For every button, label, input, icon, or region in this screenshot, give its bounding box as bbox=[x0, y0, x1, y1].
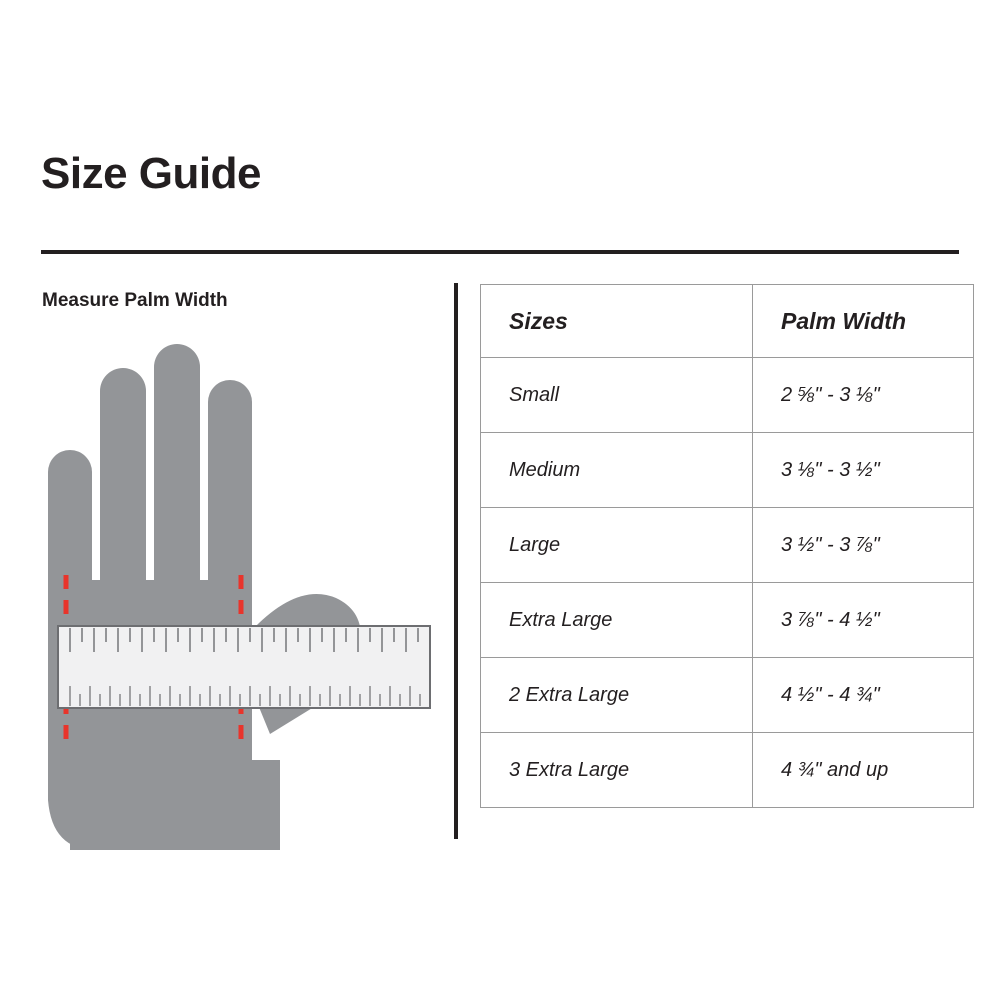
table-row bbox=[481, 358, 974, 433]
cell-palm-width: 3 ⅞" - 4 ½" bbox=[753, 583, 974, 658]
table-row bbox=[481, 658, 974, 733]
ruler-icon bbox=[58, 626, 430, 708]
cell-size: Medium bbox=[481, 433, 753, 508]
title-divider bbox=[41, 250, 959, 254]
cell-size: Extra Large bbox=[481, 583, 753, 658]
cell-size: 2 Extra Large bbox=[481, 658, 753, 733]
hand-measurement-illustration bbox=[30, 330, 440, 850]
measure-instruction-heading: Measure Palm Width bbox=[42, 290, 228, 311]
table-row bbox=[481, 733, 974, 808]
cell-size: Large bbox=[481, 508, 753, 583]
cell-palm-width: 3 ⅛" - 3 ½" bbox=[753, 433, 974, 508]
cell-size: Small bbox=[481, 358, 753, 433]
cell-palm-width: 3 ½" - 3 ⅞" bbox=[753, 508, 974, 583]
column-header-sizes: Sizes bbox=[481, 285, 753, 358]
table-row bbox=[481, 433, 974, 508]
column-header-palm-width: Palm Width bbox=[753, 285, 974, 358]
cell-palm-width: 4 ½" - 4 ¾" bbox=[753, 658, 974, 733]
table-row bbox=[481, 508, 974, 583]
cell-palm-width: 4 ¾" and up bbox=[753, 733, 974, 808]
page-title: Size Guide bbox=[41, 149, 261, 198]
cell-palm-width: 2 ⅝" - 3 ⅛" bbox=[753, 358, 974, 433]
table-header-row bbox=[481, 285, 974, 358]
hand-silhouette-shape bbox=[48, 344, 361, 850]
table-row bbox=[481, 583, 974, 658]
size-chart-table bbox=[480, 284, 973, 802]
vertical-divider bbox=[454, 283, 458, 839]
cell-size: 3 Extra Large bbox=[481, 733, 753, 808]
